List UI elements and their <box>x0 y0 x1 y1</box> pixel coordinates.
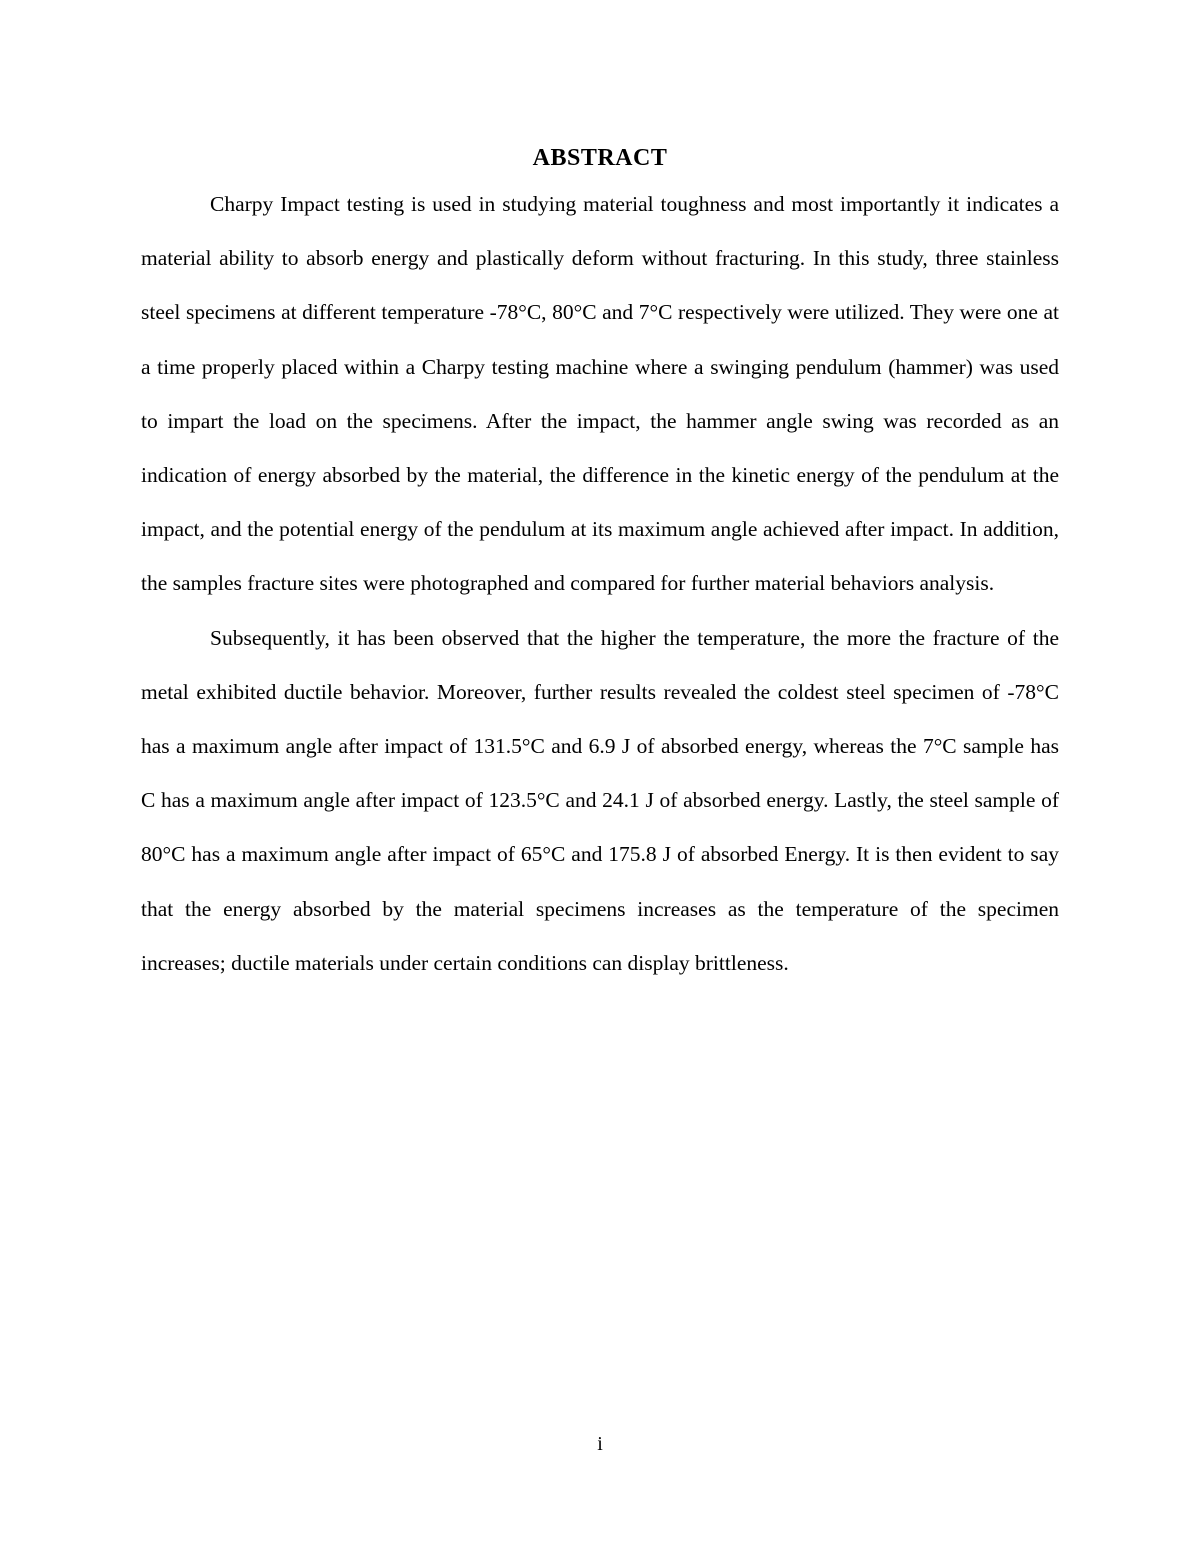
page-title: ABSTRACT <box>532 145 668 171</box>
abstract-paragraph-2: Subsequently, it has been observed that the higher the temperature, the more the fracture of the metal exhibited ductile behavior. Moreover, further results revealed the coldest steel specimen of -78°C has a maximum angle after impact of 131.5°C and 6.9 J of absorbed energy, whereas the 7°C sample has C has a maximum angle after impact of 123.5°C and 24.1 J of absorbed energy. Lastly, the steel sample of 80°C has a maximum angle after impact of 65°C and 175.8 J of absorbed Energy. It is then evident to say that the energy absorbed by the material specimens increases as the temperature of the specimen increases; ductile materials under certain conditions can display brittleness. <box>141 625 1059 975</box>
abstract-paragraph-1: Charpy Impact testing is used in studying material toughness and most importantly it indicates a material ability to absorb energy and plastically deform without fracturing. In this study, three stainless steel specimens at different temperature -78°C, 80°C and 7°C respectively were utilized. They were one at a time properly placed within a Charpy testing machine where a swinging pendulum (hammer) was used to impart the load on the specimens. After the impact, the hammer angle swing was recorded as an indication of energy absorbed by the material, the difference in the kinetic energy of the pendulum at the impact, and the potential energy of the pendulum at its maximum angle achieved after impact. In addition, the samples fracture sites were photographed and compared for further material behaviors analysis. <box>141 192 1059 596</box>
abstract-body <box>141 177 1059 990</box>
page-number: i <box>597 1433 603 1455</box>
